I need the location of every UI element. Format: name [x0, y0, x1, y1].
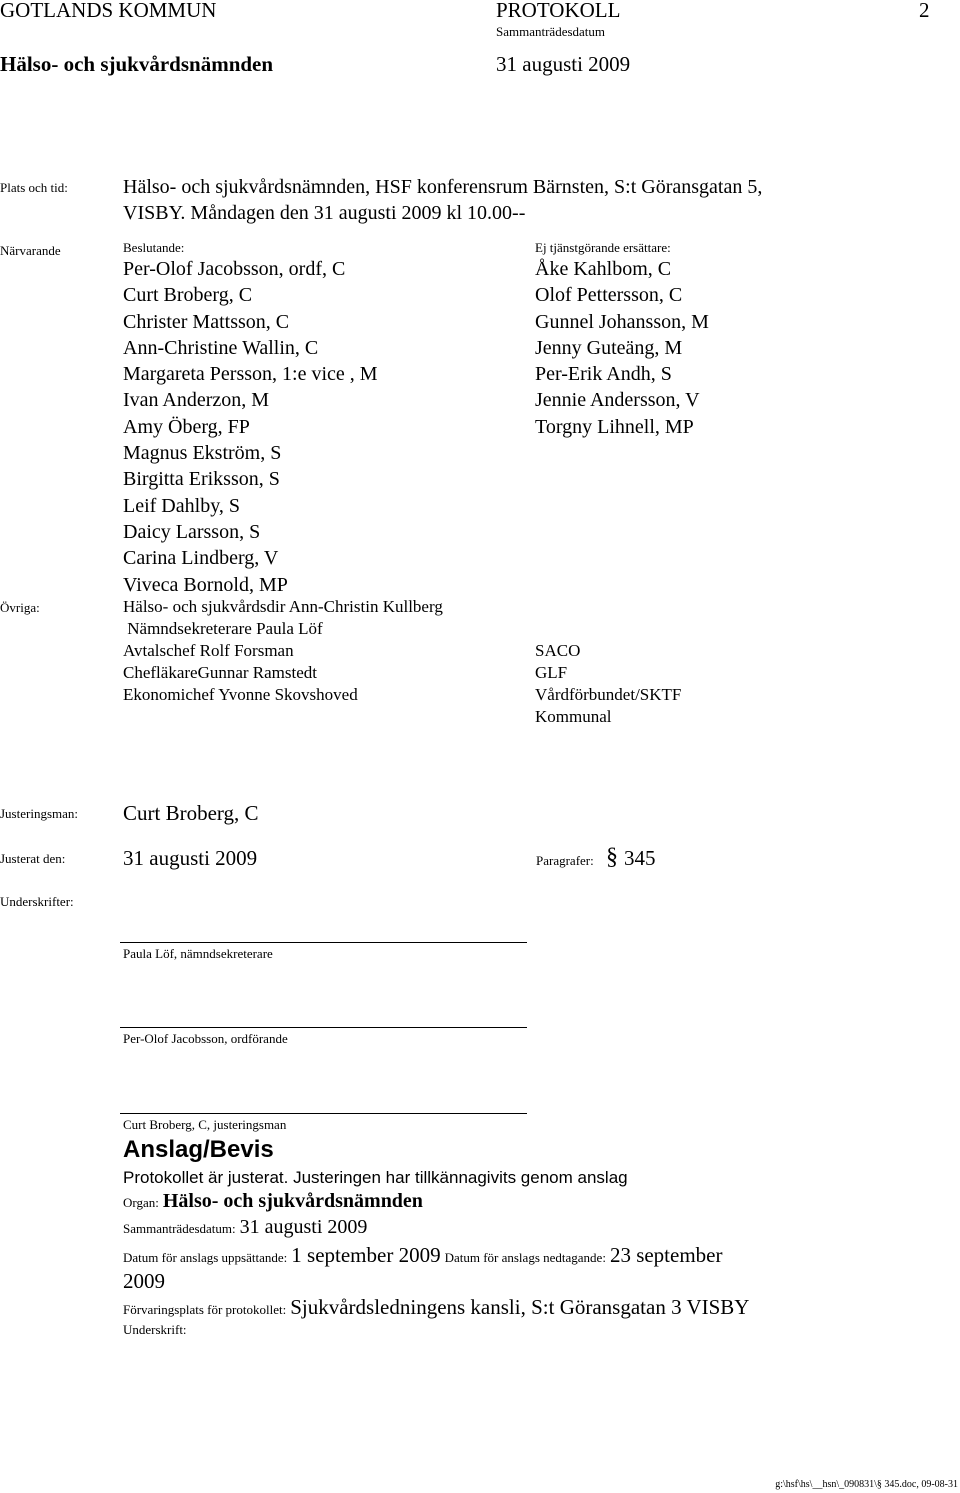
organ-label: Organ: [123, 1195, 159, 1210]
notice-dates-row [123, 1243, 722, 1268]
substitute: Torgny Lihnell, MP [535, 415, 694, 438]
substitutes-label: Ej tjänstgörande ersättare: [535, 240, 671, 255]
removed-date-label: Datum för anslags nedtagande: [444, 1250, 606, 1265]
union-attendee: SACO [535, 641, 581, 660]
other-attendee: Hälso- och sjukvårdsdir Ann-Christin Kullberg [123, 597, 443, 616]
signature-caption: Curt Broberg, C, justeringsman [123, 1117, 287, 1132]
voting-member: Viveca Bornold, MP [123, 573, 288, 596]
signatures-label: Underskrifter: [0, 894, 74, 909]
voting-members-label: Beslutande: [123, 240, 185, 255]
place-label: Plats och tid: [0, 180, 68, 195]
other-attendee: ChefläkareGunnar Ramstedt [123, 663, 318, 682]
notice-organ-row [123, 1190, 423, 1213]
union-attendee: Vårdförbundet/SKTF [535, 685, 682, 704]
voting-member: Per-Olof Jacobsson, ordf, C [123, 258, 346, 280]
meeting-date-label: Sammanträdesdatum [496, 24, 606, 39]
present-label: Närvarande [0, 243, 61, 258]
substitute: Jennie Andersson, V [535, 389, 700, 412]
notice-meeting-date-row [123, 1216, 367, 1239]
voting-member: Magnus Ekström, S [123, 442, 282, 465]
voting-member: Daicy Larsson, S [123, 520, 261, 543]
adjuster-name: Curt Broberg, C [123, 801, 259, 825]
signature-line [120, 942, 527, 943]
notice-meeting-date: 31 augusti 2009 [239, 1216, 368, 1238]
notice-title: Anslag/Bevis [123, 1136, 274, 1163]
voting-member: Margareta Persson, 1:e vice , M [123, 363, 378, 386]
paragraph-sign: § [606, 844, 618, 870]
removed-date-year: 2009 [123, 1269, 165, 1293]
others-label: Övriga: [0, 600, 40, 615]
signature-line [120, 1113, 527, 1114]
voting-member: Amy Öberg, FP [123, 415, 250, 438]
voting-member: Leif Dahlby, S [123, 494, 241, 517]
posted-date-label: Datum för anslags uppsättande: [123, 1250, 288, 1265]
adjusted-date: 31 augusti 2009 [123, 846, 258, 870]
union-list [535, 640, 681, 728]
notice-text: Protokollet är justerat. Justeringen har tillkännagivits genom anslag [123, 1168, 628, 1187]
adjuster-label: Justeringsman: [0, 806, 78, 821]
adjusted-date-label: Justerat den: [0, 851, 66, 866]
place-line-1: Hälso- och sjukvårdsnämnden, HSF konferensrum Bärnsten, S:t Göransgatan 5, [123, 176, 763, 198]
other-attendee: Avtalschef Rolf Forsman [123, 641, 294, 660]
footer-file-path: g:\hsf\hs\__hsn\_090831\§ 345.doc, 09-08-31 [775, 1479, 958, 1490]
signature-caption: Per-Olof Jacobsson, ordförande [123, 1031, 288, 1046]
meeting-date: 31 augusti 2009 [496, 52, 631, 76]
place-line-2: VISBY. Måndagen den 31 augusti 2009 kl 10.00-- [123, 202, 526, 224]
voting-member: Ivan Anderzon, M [123, 389, 270, 412]
page-number: 2 [919, 0, 930, 22]
notice-storage-row [123, 1295, 749, 1320]
substitute: Åke Kahlbom, C [535, 258, 672, 280]
signature-caption: Paula Löf, nämndsekreterare [123, 946, 273, 961]
paragraphs-label: Paragrafer: [536, 853, 594, 868]
document-type: PROTOKOLL [496, 0, 621, 22]
municipality-name: GOTLANDS KOMMUN [0, 0, 217, 22]
union-attendee: GLF [535, 663, 568, 682]
other-attendee: Ekonomichef Yvonne Skovshoved [123, 685, 358, 704]
substitute: Jenny Guteäng, M [535, 336, 683, 359]
removed-date: 23 september [609, 1243, 723, 1267]
voting-member: Birgitta Eriksson, S [123, 468, 280, 491]
storage-value: Sjukvårdsledningens kansli, S:t Göransgatan 3 VISBY [290, 1295, 750, 1319]
other-attendee: Nämndsekreterare Paula Löf [123, 619, 323, 638]
notice-signature-label: Underskrift: [123, 1322, 187, 1337]
committee-name: Hälso- och sjukvårdsnämnden [0, 52, 274, 76]
notice-meeting-date-label: Sammanträdesdatum: [123, 1221, 236, 1236]
union-attendee: Kommunal [535, 707, 612, 726]
others-list [123, 596, 443, 706]
voting-members-list [123, 256, 378, 598]
paragraph-numbers: 345 [624, 846, 656, 870]
voting-member: Curt Broberg, C [123, 284, 253, 307]
substitute: Olof Pettersson, C [535, 284, 683, 307]
signature-line [120, 1027, 527, 1028]
voting-member: Ann-Christine Wallin, C [123, 336, 319, 359]
voting-member: Christer Mattsson, C [123, 310, 290, 333]
posted-date: 1 september 2009 [291, 1243, 441, 1267]
substitute: Gunnel Johansson, M [535, 310, 709, 333]
substitute: Per-Erik Andh, S [535, 363, 672, 386]
storage-label: Förvaringsplats för protokollet: [123, 1302, 287, 1317]
voting-member: Carina Lindberg, V [123, 547, 279, 570]
substitutes-list [535, 256, 709, 440]
organ-value: Hälso- och sjukvårdsnämnden [162, 1190, 423, 1212]
